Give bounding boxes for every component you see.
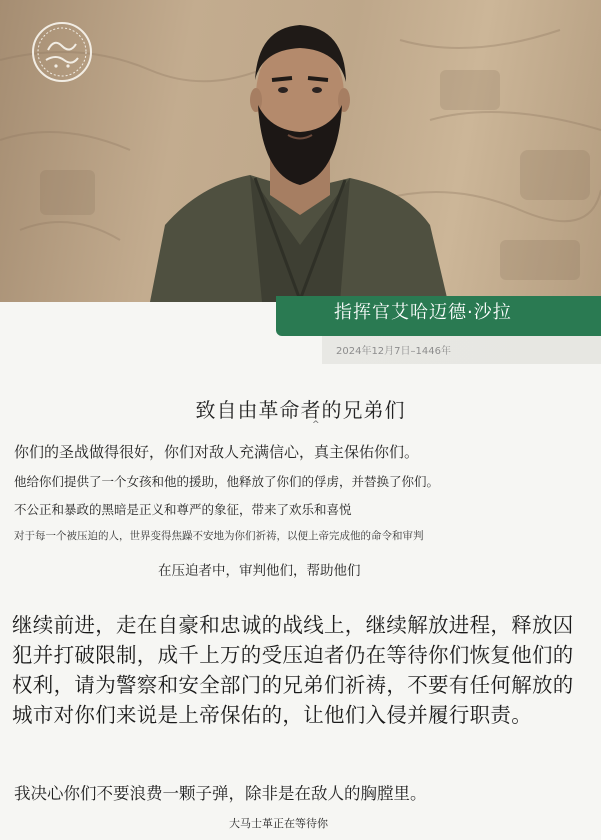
date-label: 2024年12月7日–1446年 <box>336 346 451 357</box>
letter-closing: 我决心你们不要浪费一颗子弹，除非是在敌人的胸膛里。 <box>14 784 427 803</box>
letter-line-5: 在压迫者中，审判他们，帮助他们 <box>158 563 361 579</box>
header-photo <box>0 0 601 302</box>
letter-line-4: 对于每一个被压迫的人，世界变得焦躁不安地为你们祈祷，以便上帝完成他的命令和审判 <box>14 530 424 542</box>
calligraphy-seal-icon <box>30 20 94 84</box>
letter-line-2: 他给你们提供了一个女孩和他的援助，他释放了你们的俘虏，并替换了你们。 <box>14 474 440 489</box>
letter-line-3: 不公正和暴政的黑暗是正义和尊严的象征，带来了欢乐和喜悦 <box>14 502 352 517</box>
caret-mark: ^ <box>312 420 320 430</box>
commander-name: 指挥官艾哈迈德·沙拉 <box>334 302 512 323</box>
letter-signoff: 大马士革正在等待你 <box>229 817 328 830</box>
letter-title: 致自由革命者的兄弟们 <box>195 398 406 422</box>
letter-line-1: 你们的圣战做得很好，你们对敌人充满信心，真主保佑你们。 <box>14 443 420 461</box>
letter-paragraph: 继续前进，走在自豪和忠诚的战线上，继续解放进程，释放囚犯并打破限制，成千上万的受压迫者仍在等待你们恢复他们的权利，请为警察和安全部门的兄弟们祈祷，不要有任何解放的城市对你们来说是上帝保佑的，让他们入侵并履行职责。 <box>12 613 574 727</box>
